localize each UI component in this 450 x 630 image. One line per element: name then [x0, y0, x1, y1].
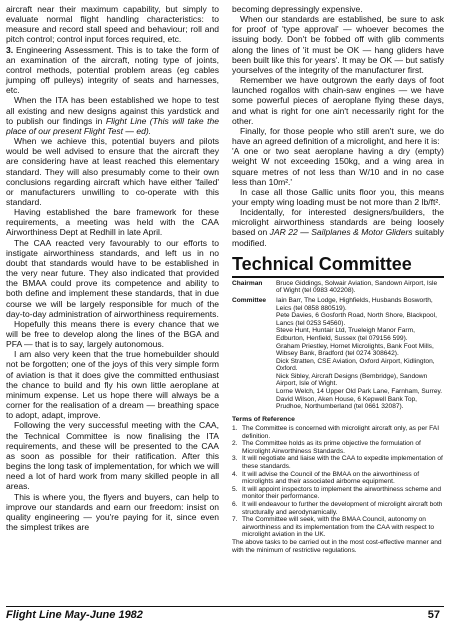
left-paragraph: Following the very successful meeting with the CAA, the Technical Committee is now finalising the ITA requirements, and these will be presented to the CAA as soon as possible for their ratification. After this begins the long task of implementation, for which we will need a lot of hard work from many skilled people in all areas. [6, 420, 219, 492]
terms-item-number: 1. [232, 425, 238, 432]
terms-item [232, 440, 444, 455]
left-paragraph: 3. Engineering Assessment. This is to take the form of an examination of the aircraft, noting type of joints, control methods, potential problem areas (eg cables jumping off pulleys) integrity of seats and harnesses, etc. [6, 44, 219, 96]
committee-member: David Wilson, Aken House, 6 Kepwell Bank Top, Prudhoe, Northumberland (tel 0661 32087). [276, 395, 417, 411]
terms-item-number: 4. [232, 470, 238, 478]
left-paragraph: The CAA reacted very favourably to our efforts to instigate airworthiness standards, and left us in no doubt that standards would have to be established in the very near future. They also indicated that provided the BMAA could prove its competence and ability to both define and implement these standards, that in due course we will be largely responsible for much of the day-to-day administration of airworthiness requirements. [6, 237, 219, 319]
left-paragraph: aircraft near their maximum capability, but simply to evaluate normal flight handling characteristics: to measure and record stall speed and behaviour; roll and pitch control; control input forces required, etc. [6, 4, 219, 45]
terms-item [232, 486, 444, 501]
italic-text: JAR 22 — Sailplanes & Motor Gliders [269, 227, 413, 238]
terms-item-text: It will appoint inspectors to implement the airworthiness scheme and monitor their performance. [242, 485, 442, 501]
terms-item [232, 455, 444, 470]
left-paragraph: I am also very keen that the true homebuilder should not be forgotten; one of the joys of this very simple form of aviation is that it does give the committed enthusiast the chance to build and fly his own little aeroplane at minimum expense. Let us hope there will always be a corner for the realisation of a dream — breathing space to adopt, adapt, improve. [6, 349, 219, 421]
committee-member: Lorne Welch, 14 Upper Old Park Lane, Farnham, Surrey. [276, 388, 443, 396]
footer-rule [6, 606, 444, 607]
right-paragraph: Remember we have outgrown the early days of foot launched rogallos with chain-saw engines — we have some powerful pieces of aeroplane flying these days, and what is right for one ain't necessarily right for the other. [232, 75, 444, 126]
chairman-label: Chairman [232, 279, 263, 287]
committee-label: Committee [232, 296, 267, 304]
terms-item-number: 6. [232, 500, 238, 508]
committee-block [232, 280, 444, 411]
right-paragraph: Finally, for those people who still aren't sure, we do have an agreed definition of a microlight, and here it is: [232, 125, 444, 147]
committee-member: Nick Sibley, Aircraft Designs (Bembridge), Sandown Airport, Isle of Wight. [276, 372, 428, 388]
committee-title: Technical Committee [232, 254, 444, 278]
left-paragraph: When we achieve this, potential buyers and pilots would be well advised to ensure that the aircraft they are considering have at least reached this elementary standard. They will also presumably come to their own conclusions regarding aircraft which have either 'failed' or manufacturers unwilling to co-operate with this standard. [6, 136, 219, 207]
right-paragraph: 'A one or two seat aeroplane having a dry (empty) weight W not exceeding 150kg, and a wing area in square metres of not less than W/10 and in no case less than 10m².' [232, 146, 444, 187]
page-number: 57 [427, 609, 440, 621]
committee-members [276, 297, 444, 411]
right-paragraph: becoming depressingly expensive. [232, 4, 363, 14]
terms-item-number: 5. [232, 485, 238, 493]
chairman-value: Bruce Giddings, Solwair Aviation, Sandown Airport, Isle of Wight (tel 0983 402208). [276, 279, 438, 295]
footer-magazine: Flight Line May-June 1982 [6, 609, 143, 621]
terms-item-number: 2. [232, 440, 238, 448]
italic-text: Flight Line (This will take the place of our present Flight Test — ed). [6, 115, 219, 136]
terms-item [232, 516, 444, 539]
terms-item [232, 425, 444, 440]
left-paragraph: Hopefully this means there is every chance that we will be free to develop along the lines of the BGA and PFA — that is to say, largely autonomous. [6, 318, 219, 350]
committee-member: Graham Priestley, Hornet Microlights, Bank Foot Mills, Wibsey Bank, Bradford (tel 0274 308642). [276, 342, 434, 358]
terms-item-text: The Committee will seek, with the BMAA Council, autonomy on airworthiness and its implementation from the CAA with respect to microlight aviation in the UK. [242, 516, 435, 539]
terms-item [232, 501, 444, 516]
terms-closing: The above tasks to be carried out in the most cost-effective manner and with the minimum of restrictive regulations. [232, 538, 442, 554]
committee-member: Pete Davies, 6 Gosforth Road, North Shore, Blackpool, Lancs (tel 0253 54560). [276, 312, 437, 327]
right-body-text [232, 4, 444, 248]
right-paragraph: When our standards are established, be sure to ask for proof of 'type approval' — whoever becomes the issuing body. Don't be fobbed off with glib comments along the lines of 'it must be OK — hang gliders have been built like this for years'. It may be OK — but satisfy yourselves of the integrity of the manufacturer first. [232, 14, 444, 75]
committee-member: Steve Hunt, Huntair Ltd, Trueleigh Manor Farm, Edburton, Henfield, Sussex (tel 079156 599). [276, 327, 415, 342]
terms-item-number: 3. [232, 455, 238, 463]
terms-item-text: It will negotiate and liaise with the CAA to expedite implementation of these standards. [242, 455, 443, 470]
committee-member: Dick Stratten, CSE Aviation, Oxford Airport, Kidlington, Oxford. [276, 357, 435, 373]
left-column [6, 4, 219, 532]
terms-list [232, 425, 444, 539]
committee-member: Iain Barr, The Lodge, Highfields, Husbands Bosworth, Leics (tel 0858 880519). [276, 296, 433, 312]
terms-item-text: The Committee is concerned with microlight aircraft only, as per FAI definition. [242, 425, 440, 440]
chairman-row [232, 280, 444, 295]
right-paragraph: In case all those Gallic units floor you, this means your empty wing loading must be not more than 2 lb/ft². [232, 186, 444, 207]
terms-item-text: The Committee holds as its prime objective the formulation of Microlight Airworthiness Standards. [242, 440, 421, 455]
left-paragraph: When the ITA has been established we hope to test all existing and new designs against this yardstick and to publish our findings in Flight Line (This will take the place of our present Flight Test — ed). [6, 95, 219, 136]
committee-row [232, 297, 444, 411]
terms-title: Terms of Reference [232, 415, 295, 423]
terms-item-text: It will endeavour to further the development of microlight aircraft both structurally and aerodynamically. [242, 500, 443, 516]
terms-item-text: It will advise the Council of the BMAA on the airworthiness of microlights and their associated airborne equipment. [242, 470, 420, 486]
right-paragraph: Incidentally, for interested designers/builders, the microlight airworthiness standards are being loosely based on JAR 22 — Sailplanes & Motor Gliders suitably modified. [232, 207, 444, 248]
terms-item-number: 7. [232, 516, 238, 524]
left-paragraph: Having established the bare framework for these requirements, a meeting was held with the CAA Airworthiness Dept at Redhill in late April. [6, 207, 219, 238]
right-column [232, 4, 444, 554]
item-number: 3. [6, 44, 14, 55]
terms-item [232, 471, 444, 486]
left-paragraph: This is where you, the flyers and buyers, can help to improve our standards and earn our freedom: insist on quality engineering — you're paying for it, since even the simplest trikes are [6, 491, 219, 532]
